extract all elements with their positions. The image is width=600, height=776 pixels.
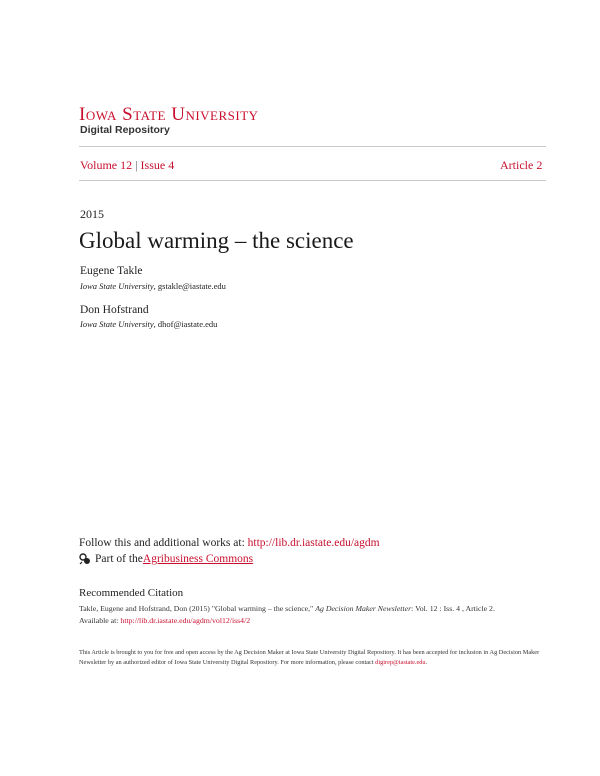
author-name: Don Hofstrand bbox=[80, 304, 149, 316]
author-institution: Iowa State University bbox=[80, 281, 154, 291]
citation-journal: Ag Decision Maker Newsletter bbox=[315, 604, 412, 613]
follow-line bbox=[79, 537, 380, 549]
issue-breadcrumb bbox=[80, 158, 174, 173]
follow-link[interactable]: http://lib.dr.iastate.edu/agdm bbox=[247, 537, 380, 549]
author-name: Eugene Takle bbox=[80, 265, 143, 277]
available-label: Available at: bbox=[79, 616, 121, 625]
footer-notice bbox=[79, 648, 549, 668]
author-email[interactable]: , dhof@iastate.edu bbox=[153, 319, 218, 329]
author-institution: Iowa State University bbox=[80, 319, 154, 329]
article-title: Global warming – the science bbox=[79, 228, 354, 253]
commons-link[interactable]: Agribusiness Commons bbox=[142, 553, 254, 565]
recommended-citation-heading: Recommended Citation bbox=[79, 587, 184, 599]
repository-name: Digital Repository bbox=[80, 124, 170, 136]
volume-link[interactable]: Volume 12 bbox=[80, 158, 133, 172]
footer-end: . bbox=[425, 659, 428, 666]
university-name: Iowa State University bbox=[79, 104, 259, 125]
citation-link[interactable]: http://lib.dr.iastate.edu/agdm/vol12/iss4/2 bbox=[120, 616, 251, 625]
issue-link[interactable]: Issue 4 bbox=[140, 158, 175, 172]
citation-part: : Vol. 12 : Iss. 4 , Article 2. bbox=[411, 604, 495, 613]
breadcrumb-separator: | bbox=[135, 158, 138, 172]
university-logo bbox=[79, 104, 259, 126]
open-access-icon bbox=[79, 553, 91, 565]
follow-text: Follow this and additional works at: bbox=[79, 537, 248, 549]
publication-year: 2015 bbox=[80, 207, 104, 221]
author-affiliation bbox=[80, 319, 217, 329]
footer-text: This Article is brought to you for free and open access by the Ag Decision Maker at Iowa State University Digital Repository. It has been accepted for inclusion in Ag Decision Maker Newsletter by an authorized editor of Iowa State University Digital Repository. For more information, please contact bbox=[79, 649, 540, 666]
header-divider bbox=[79, 146, 546, 147]
article-link[interactable]: Article 2 bbox=[500, 158, 543, 172]
contact-email-link[interactable]: digirep@iastate.edu bbox=[375, 659, 426, 666]
citation-part: Takle, Eugene and Hofstrand, Don (2015) "Global warming – the science," bbox=[79, 604, 316, 613]
author-affiliation bbox=[80, 281, 226, 291]
issue-divider bbox=[79, 180, 546, 181]
author-email[interactable]: , gstakle@iastate.edu bbox=[153, 281, 226, 291]
citation-text bbox=[79, 603, 549, 627]
part-of-text: Part of the bbox=[95, 553, 143, 565]
part-of-line bbox=[79, 553, 253, 565]
